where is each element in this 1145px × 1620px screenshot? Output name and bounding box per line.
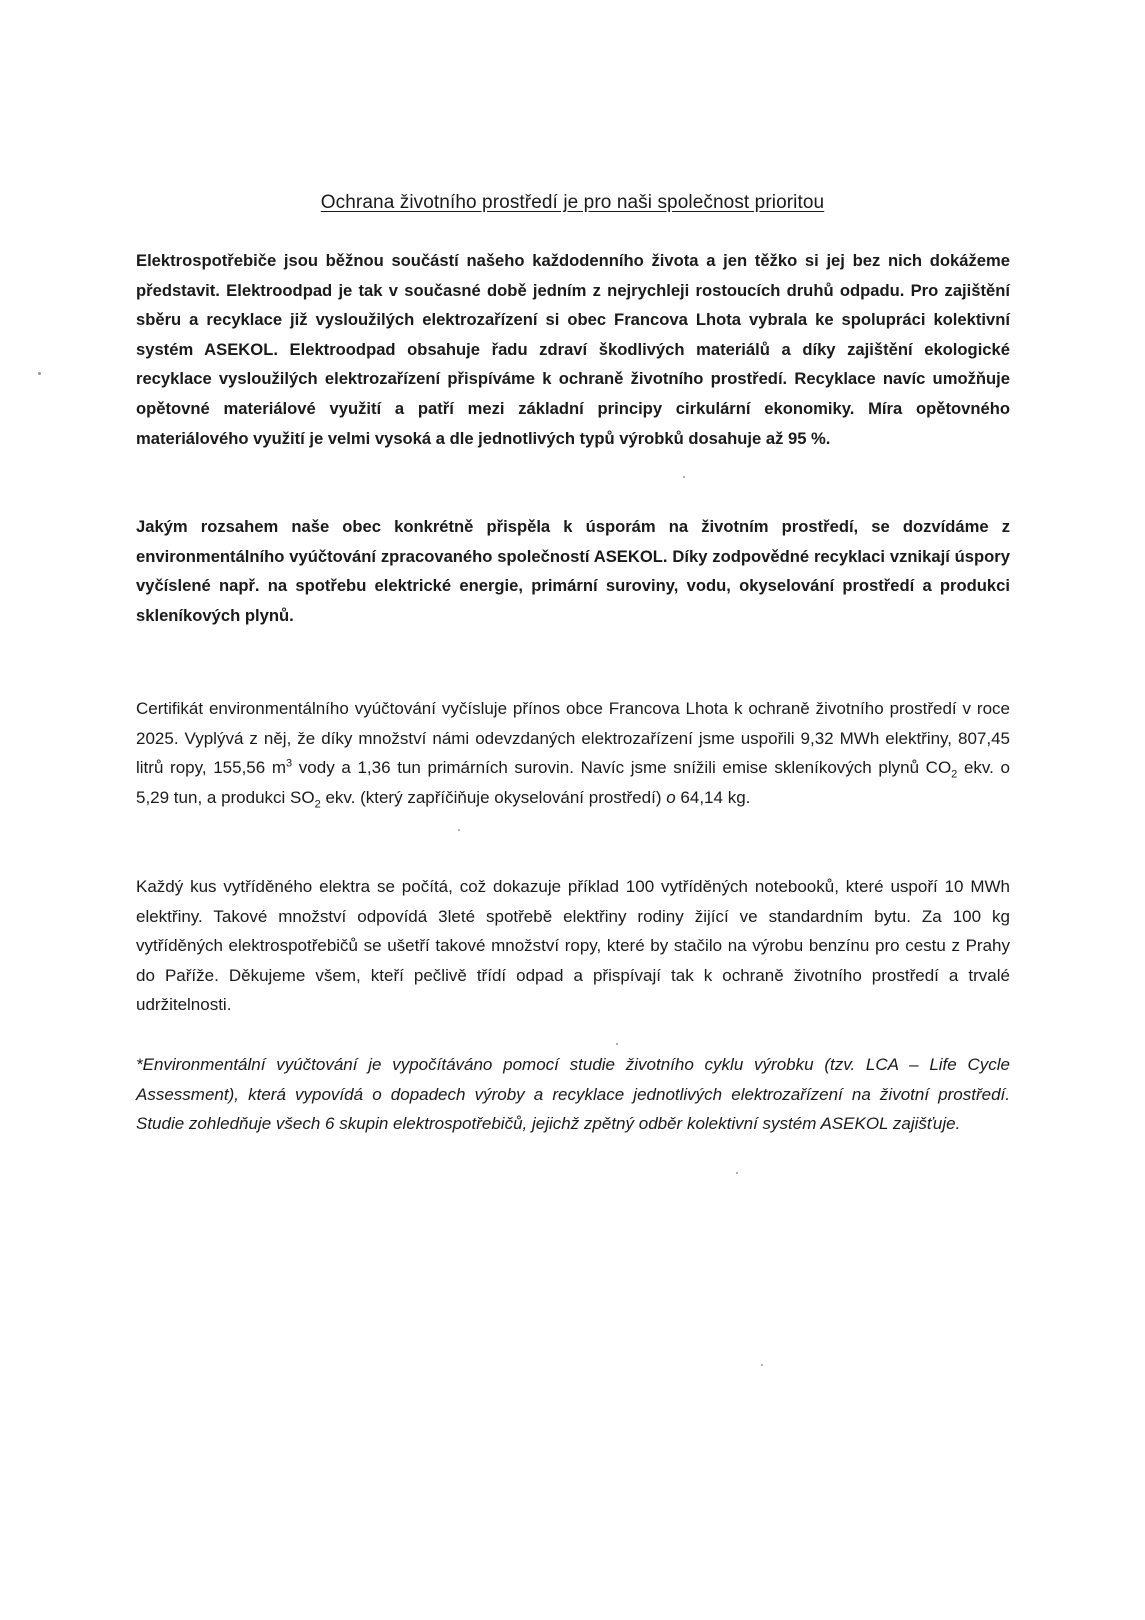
paragraph-savings: Jakým rozsahem naše obec konkrétně přispěla k úsporám na životním prostředí, se dozvídáme z environmentálního vyúčtování zpracovaného společností ASEKOL. Díky zodpovědné recyklaci vznikají úspory vyčíslené např. na spotřebu elektrické energie, primární suroviny, vodu, okyselování prostředí a produkci skleníkových plynů. — [136, 517, 1010, 625]
certificate-text-e: 64,14 kg. — [675, 787, 751, 807]
scan-speck — [616, 1043, 618, 1045]
certificate-text-d: ekv. (který zapříčiňuje okyselování prostředí) — [320, 787, 667, 807]
scan-speck — [736, 1172, 738, 1174]
paragraph-intro: Elektrospotřebiče jsou běžnou součástí našeho každodenního života a jen těžko si jej bez nich dokážeme představit. Elektroodpad je tak v současné době jedním z nejrychleji rostoucích druhů odpadu. Pro zajištění sběru a recyklace již vysloužilých elektrozařízení si obec Francova Lhota vybrala ke spolupráci kolektivní systém ASEKOL. Elektroodpad obsahuje řadu zdraví škodlivých materiálů a díky zajištění ekologické recyklace vysloužilých elektrozařízení přispíváme k ochraně životního prostředí. Recyklace navíc umožňuje opětovné materiálové využití a patří mezi základní principy cirkulární ekonomiky. Míra opětovného materiálového využití je velmi vysoká a dle jednotlivých typů výrobků dosahuje až 95 %. — [136, 251, 1010, 448]
scan-speck — [38, 372, 41, 375]
scan-speck — [683, 476, 685, 478]
certificate-text-b: vody a 1,36 tun primárních surovin. Navíc jsme snížili emise skleníkových plynů CO — [292, 758, 952, 778]
document-title: Ochrana životního prostředí je pro naši společnost prioritou — [320, 192, 825, 213]
co2-subscript: 2 — [951, 768, 958, 781]
paragraph-example: Každý kus vytříděného elektra se počítá, což dokazuje příklad 100 vytříděných notebooků, které uspoří 10 MWh elektřiny. Takové množství odpovídá 3leté spotřebě elektřiny rodiny žijící ve standardním bytu. Za 100 kg vytříděných elektrospotřebičů se ušetří takové množství ropy, které by stačilo na výrobu benzínu pro cestu z Prahy do Paříže. Děkujeme všem, kteří pečlivě třídí odpad a přispívají tak k ochraně životního prostředí a trvalé udržitelnosti. — [136, 877, 1010, 1015]
so2-subscript: 2 — [314, 798, 321, 811]
cubic-superscript: 3 — [286, 757, 293, 770]
scan-speck — [458, 829, 460, 831]
paragraph-footnote: *Environmentální vyúčtování je vypočítáváno pomocí studie životního cyklu výrobku (tzv. LCA – Life Cycle Assessment), která vypovídá o dopadech výroby a recyklace jednotlivých elektrozařízení na životní prostředí. Studie zohledňuje všech 6 skupin elektrospotřebičů, jejichž zpětný odběr kolektivní systém ASEKOL zajišťuje. — [136, 1055, 1010, 1134]
certificate-text-a: Certifikát environmentálního vyúčtování vyčísluje přínos obce Francova Lhota k ochraně životního prostředí v roce 2025. Vyplývá z něj, že díky množství námi odevzdaných elektrozařízení jsme uspořili 9,32 MWh elektřiny, 807,45 litrů ropy, 155,56 m — [136, 699, 1010, 778]
scan-speck — [761, 1364, 763, 1366]
certificate-italic-o: o — [666, 787, 676, 807]
certificate-text-c: ekv. o 5,29 tun, a produkci SO — [136, 758, 1010, 807]
paragraph-certificate — [136, 694, 1010, 812]
